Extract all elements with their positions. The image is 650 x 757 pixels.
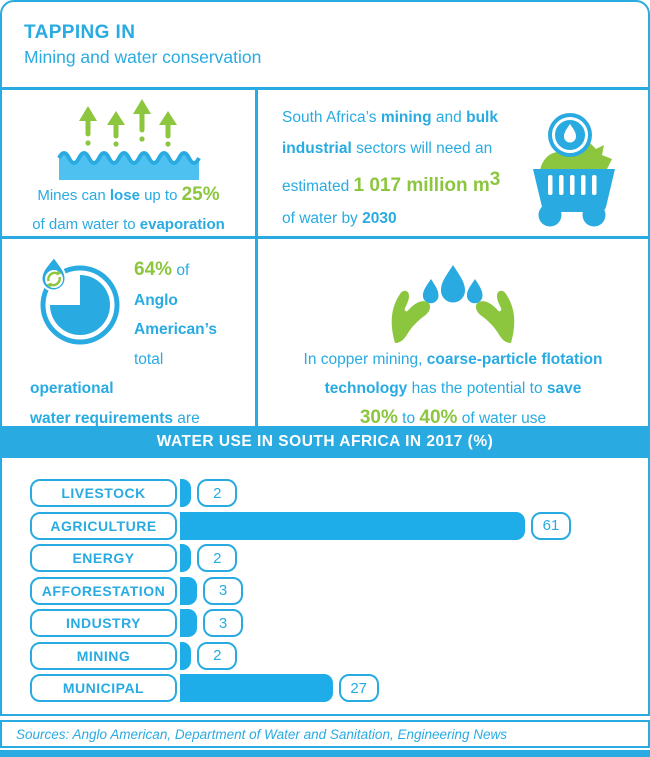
- recycling-text: 64% of Anglo American’s total operational water requirements are: [30, 259, 217, 426]
- panel-flotation: [258, 239, 648, 426]
- bottom-accent-strip: [0, 750, 650, 757]
- bar: [180, 674, 333, 702]
- flotation-text: In copper mining, coarse-particle flotation technology has the potential to save 30% to 40% of water use: [303, 351, 603, 428]
- value-box: 61: [531, 512, 571, 540]
- value-box: 2: [197, 642, 237, 670]
- category-label-box: LIVESTOCK: [30, 479, 177, 507]
- page-title: TAPPING IN: [24, 22, 136, 43]
- category-label-box: AGRICULTURE: [30, 512, 177, 540]
- chart-row: [30, 479, 648, 507]
- demand-text: South Africa’s mining and bulk industrial sectors will need an estimated 1 017 million $m^3$ of water by 2030: [282, 109, 501, 227]
- panel-evaporation: [2, 90, 258, 236]
- bar: [180, 544, 191, 572]
- value-box: 2: [197, 479, 237, 507]
- panel-row-2: [2, 236, 648, 426]
- panel-recycling: [2, 239, 258, 426]
- chart-row: [30, 642, 648, 670]
- bar: [180, 577, 197, 605]
- chart-row: [30, 512, 648, 540]
- category-label-box: ENERGY: [30, 544, 177, 572]
- value-box: 27: [339, 674, 379, 702]
- sources-text: Sources: Anglo American, Department of Water and Sanitation, Engineering News: [16, 726, 508, 742]
- page-subtitle: Mining and water conservation: [24, 47, 262, 67]
- chart-row: [30, 674, 648, 702]
- category-label-box: AFFORESTATION: [30, 577, 177, 605]
- value-box: 2: [197, 544, 237, 572]
- bar: [180, 479, 191, 507]
- mine-cart-icon: [526, 109, 624, 227]
- evaporation-text: Mines can lose up to 25% of dam water to evaporation: [32, 184, 225, 233]
- header: [2, 2, 648, 87]
- panel-row-1: [2, 87, 648, 236]
- value-box: 3: [203, 609, 243, 637]
- chart-row: [30, 609, 648, 637]
- bar: [180, 642, 191, 670]
- chart-row: [30, 577, 648, 605]
- bar: [180, 512, 525, 540]
- chart-row: [30, 544, 648, 572]
- sources-box: [0, 720, 650, 748]
- hands-water-icon: [258, 253, 648, 345]
- evaporation-icon: [2, 98, 255, 180]
- recycling-pie-icon: [32, 257, 120, 345]
- chart-rows: [30, 479, 648, 702]
- panel-demand: [258, 90, 648, 236]
- category-label-box: MUNICIPAL: [30, 674, 177, 702]
- category-label-box: INDUSTRY: [30, 609, 177, 637]
- value-box: 3: [203, 577, 243, 605]
- bar: [180, 609, 197, 637]
- bar-chart: [2, 458, 648, 714]
- chart-title: WATER USE IN SOUTH AFRICA IN 2017 (%): [156, 433, 494, 450]
- category-label-box: MINING: [30, 642, 177, 670]
